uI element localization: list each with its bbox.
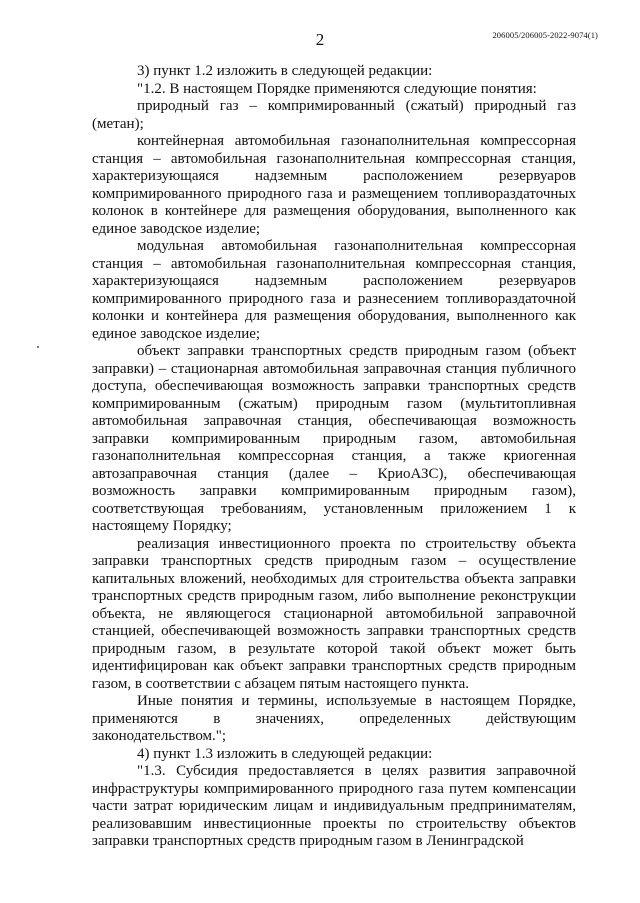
paragraph-container-station: контейнерная автомобильная газонаполнительная компрессорная станция – автомобильная газонаполнительная компрессорная станция, характеризующаяся надземным расположением резервуаров компримированного природного газа и размещением топливораздаточных колонок в контейнере для размещения оборудования, выполненного как единое заводское изделие;: [92, 133, 576, 237]
paragraph-modular-station: модульная автомобильная газонаполнительная компрессорная станция – автомобильная газонаполнительная компрессорная станция, характеризующаяся надземным расположением резервуаров компримированного природного газа и разнесением топливораздаточной колонки и контейнера для размещения оборудования, выполненного как единое заводское изделие;: [92, 238, 576, 342]
paragraph-definitions-intro: "1.2. В настоящем Порядке применяются следующие понятия:: [137, 80, 537, 97]
document-code: 206005/206005-2022-9074(1): [492, 30, 598, 40]
paragraph-item-4: 4) пункт 1.3 изложить в следующей редакции:: [137, 745, 433, 762]
paragraph-subsidy: "1.3. Субсидия предоставляется в целях развития заправочной инфраструктуры компримированного природного газа путем компенсации части затрат юридическим лицам и индивидуальным предпринимателям, реализовавшим инвестиционные проекты по строительству объектов заправки транспортных средств природным газом в Ленинградской: [92, 763, 576, 849]
scan-speck: [37, 346, 39, 348]
page-number: 2: [315, 30, 325, 49]
document-body: [92, 63, 576, 851]
paragraph-natural-gas: природный газ – компримированный (сжатый) природный газ (метан);: [92, 98, 576, 132]
paragraph-refueling-object: объект заправки транспортных средств природным газом (объект заправки) – стационарная автомобильная заправочная станция публичного доступа, обеспечивающая возможность заправки транспортных средств компримированным (сжатым) природным газом (мультитопливная автомобильная заправочная станция, обеспечивающая возможность заправки компримированным природным газом, автомобильная газонаполнительная компрессорная станция, а также криогенная автозаправочная станция (далее – КриоАЗС), обеспечивающая возможность заправки компримированным природным газом), соответствующая требованиям, установленным приложением 1 к настоящему Порядку;: [92, 343, 576, 534]
paragraph-other-terms: Иные понятия и термины, используемые в настоящем Порядке, применяются в значениях, определенных действующим законодательством.";: [92, 693, 576, 744]
paragraph-investment-project: реализация инвестиционного проекта по строительству объекта заправки транспортных средств природным газом – осуществление капитальных вложений, необходимых для строительства объекта заправки транспортных средств природным газом, либо выполнение реконструкции объекта, не являющегося стационарной автомобильной заправочной станцией, обеспечивающей возможность заправки транспортных средств природным газом, в результате которой такой объект может быть идентифицирован как объект заправки транспортных средств природным газом, в соответствии с абзацем пятым настоящего пункта.: [92, 535, 576, 692]
paragraph-item-3: 3) пункт 1.2 изложить в следующей редакции:: [137, 63, 433, 79]
